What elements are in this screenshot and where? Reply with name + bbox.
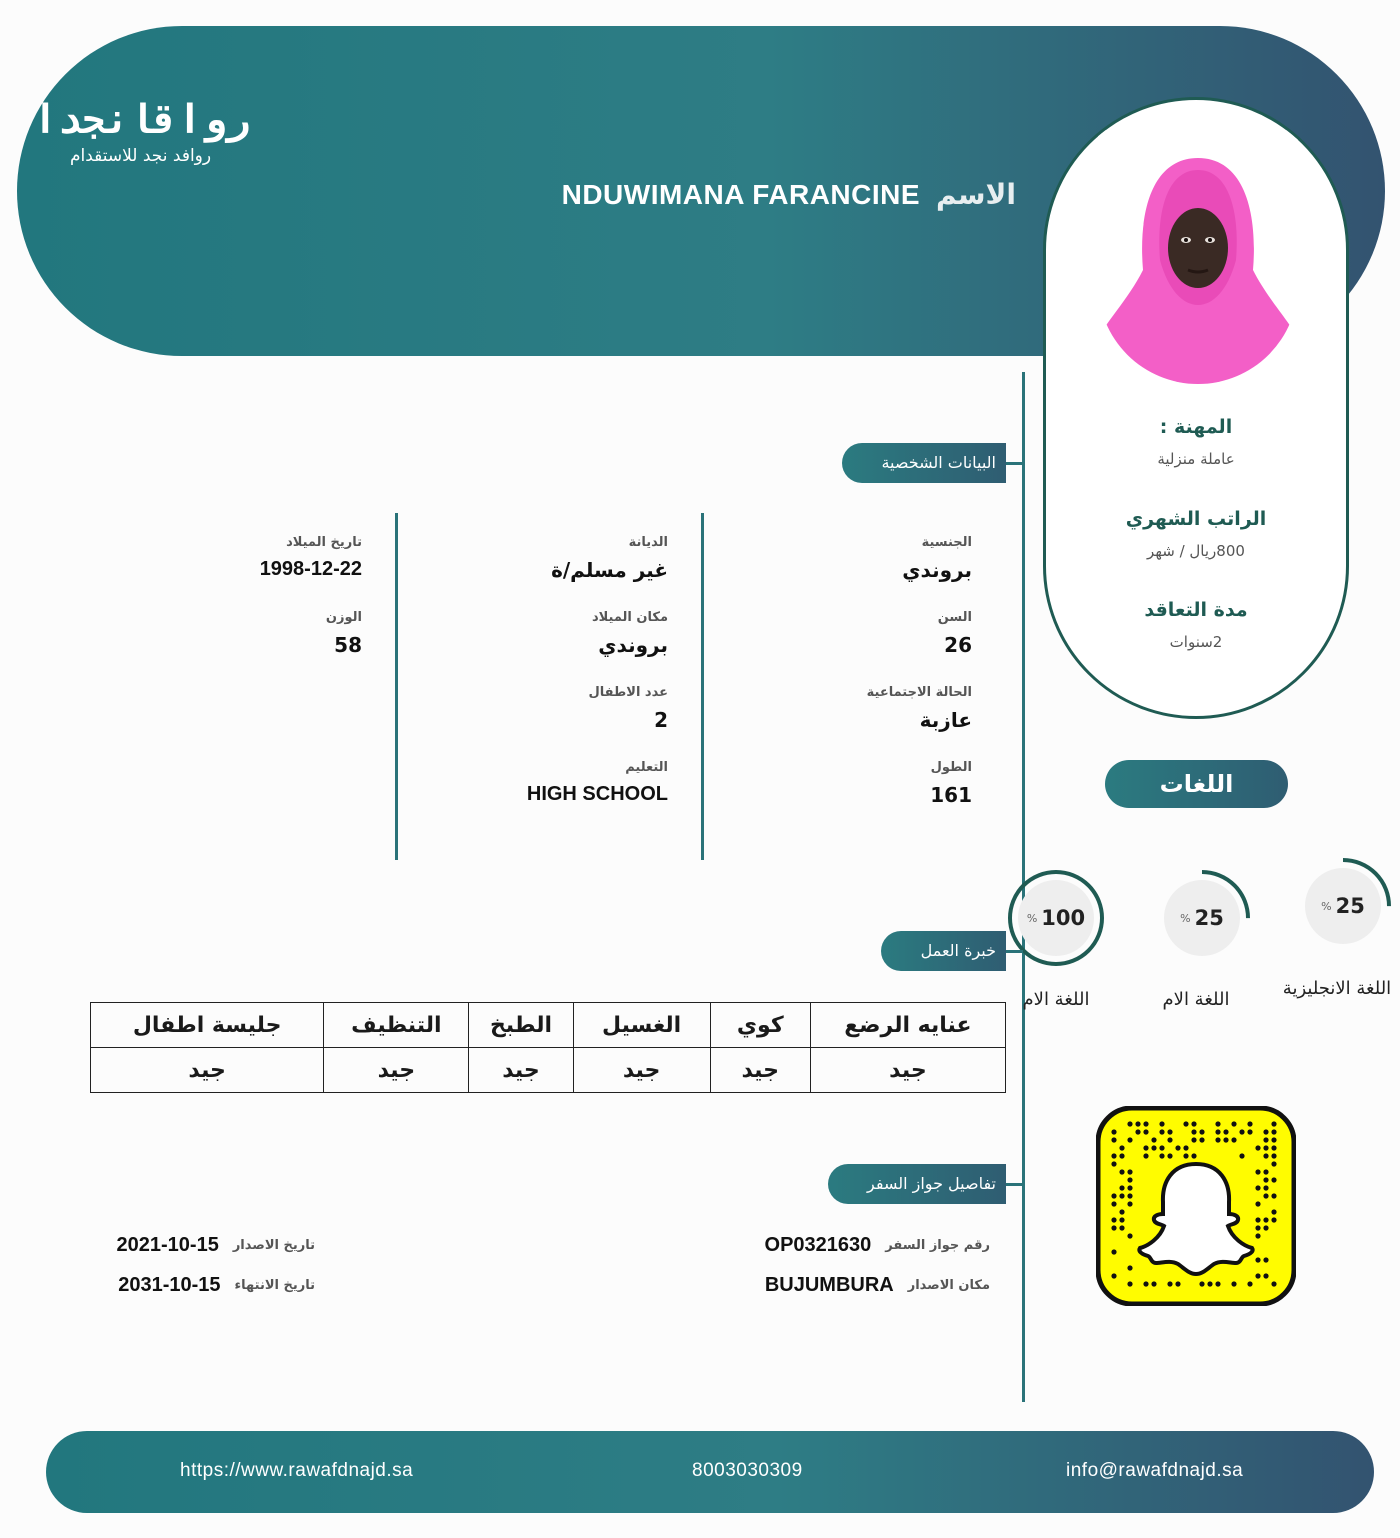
gauge-percent: % (1026, 911, 1038, 925)
column-separator (701, 513, 704, 860)
marital-label: الحالة الاجتماعية (866, 685, 972, 700)
snapcode-dot (1271, 1209, 1276, 1214)
issue-place-row (765, 1274, 990, 1297)
snapcode-dot (1151, 1145, 1156, 1150)
skills-table (90, 1002, 1006, 1093)
snapcode-dot (1159, 1145, 1164, 1150)
profession-value: عاملة منزلية (1157, 450, 1235, 468)
snapcode-dot (1127, 1185, 1132, 1190)
personal-col-2 (410, 535, 668, 835)
snapcode-dot (1271, 1153, 1276, 1158)
issue-place-label: مكان الاصدار (907, 1278, 990, 1293)
snapcode-dot (1111, 1129, 1116, 1134)
contract-label: مدة التعاقد (1144, 599, 1248, 621)
weight-label: الوزن (325, 610, 362, 625)
snapcode-dot (1263, 1185, 1268, 1190)
issue-date-row (117, 1234, 315, 1257)
personal-col-3 (150, 535, 362, 685)
candidate-photo (1098, 130, 1298, 384)
gauge-percent: % (1180, 911, 1191, 925)
gauge-value: 25 (1335, 894, 1365, 918)
profile-card (1043, 97, 1349, 719)
table-cell: جليسة اطفال (91, 1003, 324, 1048)
snapcode-dot (1111, 1273, 1116, 1278)
snapcode-dot (1239, 1129, 1244, 1134)
snapcode-dot (1199, 1137, 1204, 1142)
snapcode-dot (1191, 1121, 1196, 1126)
snapcode-dot (1119, 1153, 1124, 1158)
website-link[interactable]: https://www.rawafdnajd.sa (180, 1460, 414, 1481)
passport-number-value: OP0321630 (764, 1234, 872, 1256)
name-value: NDUWIMANA FARANCINE (561, 178, 921, 210)
snapcode-dot (1215, 1129, 1220, 1134)
snapcode-dot (1263, 1153, 1268, 1158)
height-value: 161 (930, 783, 972, 807)
profession-label: المهنة : (1159, 416, 1233, 438)
snapcode-dot (1255, 1217, 1260, 1222)
contract-field (1046, 599, 1346, 651)
table-cell: التنظيف (324, 1003, 469, 1048)
snapcode-dot (1111, 1137, 1116, 1142)
phone-number[interactable]: 8003030309 (692, 1460, 803, 1481)
section-connector (1006, 950, 1023, 953)
snapcode-dot (1175, 1145, 1180, 1150)
snapcode-dot (1199, 1281, 1204, 1286)
snapcode-dot (1143, 1129, 1148, 1134)
snapcode-dot (1263, 1193, 1268, 1198)
section-experience-pill: خبرة العمل (881, 931, 1006, 971)
snapcode-dot (1215, 1137, 1220, 1142)
snapcode-dot (1199, 1129, 1204, 1134)
snapcode-dot (1119, 1145, 1124, 1150)
gauge-percent: % (1321, 899, 1332, 913)
snapcode-dot (1255, 1257, 1260, 1262)
footer-bar (46, 1431, 1374, 1513)
snapcode-dot (1111, 1201, 1116, 1206)
weight-value: 58 (334, 633, 362, 657)
snapcode-dot (1111, 1225, 1116, 1230)
nationality-label: الجنسية (921, 535, 972, 550)
snapcode-dot (1127, 1169, 1132, 1174)
section-connector (1006, 462, 1023, 465)
snapcode-dot (1127, 1281, 1132, 1286)
name-label: الاسم (936, 178, 1016, 211)
birthplace-label: مكان الميلاد (591, 610, 668, 625)
snapcode-dot (1175, 1281, 1180, 1286)
snapcode-dot (1247, 1281, 1252, 1286)
religion-value: غير مسلم/ة (551, 558, 668, 582)
snapcode-dot (1143, 1121, 1148, 1126)
snapcode-dot (1231, 1121, 1236, 1126)
logo-text: روافد نجد للاستقدام (70, 146, 212, 166)
age-value: 26 (944, 633, 972, 657)
snapcode-dot (1167, 1129, 1172, 1134)
snapcode-dot (1135, 1121, 1140, 1126)
snapcode-dot (1143, 1145, 1148, 1150)
expiry-date-label: تاريخ الانتهاء (234, 1278, 315, 1293)
snapcode-dot (1255, 1273, 1260, 1278)
education-value: HIGH SCHOOL (526, 783, 668, 805)
snapcode-dot (1111, 1249, 1116, 1254)
contract-value: 2سنوات (1169, 633, 1223, 651)
snapcode-dot (1111, 1193, 1116, 1198)
snapcode-dot (1271, 1193, 1276, 1198)
snapcode-dot (1263, 1169, 1268, 1174)
snapcode-dot (1215, 1121, 1220, 1126)
snapcode-dot (1207, 1281, 1212, 1286)
snapcode-dot (1127, 1177, 1132, 1182)
snapcode-dot (1127, 1201, 1132, 1206)
snapcode-dot (1247, 1121, 1252, 1126)
snapcode-dot (1127, 1265, 1132, 1270)
snapcode-dot (1191, 1129, 1196, 1134)
snapcode-dot (1239, 1153, 1244, 1158)
languages-pill: اللغات (1105, 760, 1288, 808)
snapcode-dot (1255, 1233, 1260, 1238)
education-label: التعليم (625, 760, 668, 775)
snapcode-dot (1255, 1201, 1260, 1206)
expiry-date-value: 2031-10-15 (118, 1274, 221, 1296)
language-gauge (1152, 868, 1252, 968)
snapcode-dot (1215, 1281, 1220, 1286)
table-cell: جيد (324, 1048, 469, 1093)
birthdate-label: تاريخ الميلاد (286, 535, 362, 550)
snapcode-dot (1271, 1145, 1276, 1150)
salary-label: الراتب الشهري (1125, 508, 1267, 530)
religion-label: الديانة (628, 535, 668, 550)
personal-col-1 (712, 535, 972, 835)
candidate-name-block (562, 178, 1016, 211)
issue-date-value: 2021-10-15 (116, 1234, 219, 1256)
snapcode-dot (1247, 1129, 1252, 1134)
snapcode-dot (1271, 1217, 1276, 1222)
table-cell: جيد (91, 1048, 324, 1093)
salary-field (1046, 508, 1346, 560)
snapcode-dot (1231, 1137, 1236, 1142)
section-connector (1006, 1183, 1023, 1186)
snapcode-dot (1111, 1161, 1116, 1166)
profession-field (1046, 416, 1346, 468)
snapcode-dot (1255, 1145, 1260, 1150)
table-cell: كوي (710, 1003, 810, 1048)
column-separator (395, 513, 398, 860)
snapcode-dot (1263, 1273, 1268, 1278)
snapcode-dot (1143, 1153, 1148, 1158)
snapcode-dot (1167, 1137, 1172, 1142)
table-cell: جيد (573, 1048, 710, 1093)
height-label: الطول (930, 760, 972, 775)
table-cell: جيد (469, 1048, 573, 1093)
marital-value: عازبة (919, 708, 972, 732)
snapcode-dot (1231, 1281, 1236, 1286)
table-cell: جيد (810, 1048, 1005, 1093)
snapcode-dot (1263, 1217, 1268, 1222)
table-header-row (91, 1003, 1006, 1048)
snapcode-dot (1223, 1137, 1228, 1142)
snapcode-dot (1191, 1137, 1196, 1142)
snapcode-dot (1271, 1177, 1276, 1182)
snapcode-qr[interactable] (1096, 1106, 1296, 1306)
passport-number-row (765, 1234, 990, 1257)
snapcode-dot (1183, 1153, 1188, 1158)
table-row (91, 1048, 1006, 1093)
snapcode-dot (1223, 1129, 1228, 1134)
snapcode-dot (1271, 1121, 1276, 1126)
snapcode-dot (1119, 1193, 1124, 1198)
snapcode-dot (1127, 1121, 1132, 1126)
snapcode-dot (1271, 1161, 1276, 1166)
snapcode-dot (1119, 1225, 1124, 1230)
snapcode-dot (1263, 1145, 1268, 1150)
snapcode-dot (1111, 1217, 1116, 1222)
snapcode-dot (1271, 1129, 1276, 1134)
language-gauge (1006, 868, 1106, 968)
snapcode-dot (1135, 1129, 1140, 1134)
section-personal-pill: البيانات الشخصية (842, 443, 1006, 483)
snapcode-dot (1119, 1169, 1124, 1174)
snapcode-dot (1159, 1129, 1164, 1134)
snapcode-dot (1263, 1137, 1268, 1142)
snapcode-dot (1119, 1185, 1124, 1190)
birthdate-value: 1998-12-22 (259, 558, 362, 580)
snapcode-dot (1255, 1185, 1260, 1190)
snapcode-dot (1151, 1137, 1156, 1142)
brand-logo (33, 97, 250, 166)
issue-date-label: تاريخ الاصدار (232, 1238, 315, 1253)
snapcode-dot (1151, 1281, 1156, 1286)
passport-number-label: رقم جواز السفر (885, 1238, 990, 1253)
table-cell: الغسيل (573, 1003, 710, 1048)
section-passport-pill: تفاصيل جواز السفر (828, 1164, 1006, 1204)
snapcode-dot (1255, 1169, 1260, 1174)
gauge-value: 25 (1194, 906, 1224, 930)
snapcode-dot (1119, 1209, 1124, 1214)
table-cell: عنايه الرضع (810, 1003, 1005, 1048)
language-caption: اللغة الام (1022, 989, 1090, 1010)
snapcode-dot (1263, 1129, 1268, 1134)
birthplace-value: بروندي (598, 633, 668, 657)
snapcode-dot (1127, 1193, 1132, 1198)
salary-value: 800ريال / شهر (1147, 542, 1245, 560)
expiry-date-row (118, 1274, 315, 1297)
snapcode-dot (1167, 1281, 1172, 1286)
snapcode-dot (1159, 1153, 1164, 1158)
language-caption: اللغة الام (1162, 989, 1230, 1010)
snapcode-dot (1271, 1137, 1276, 1142)
snapcode-dot (1127, 1233, 1132, 1238)
table-cell: الطبخ (469, 1003, 573, 1048)
snapcode-dot (1119, 1217, 1124, 1222)
snapcode-dot (1263, 1257, 1268, 1262)
table-cell: جيد (710, 1048, 810, 1093)
nationality-value: بروندي (902, 558, 972, 582)
snapcode-dot (1183, 1121, 1188, 1126)
snapcode-dot (1183, 1145, 1188, 1150)
snapcode-dot (1167, 1153, 1172, 1158)
snapcode-dot (1143, 1281, 1148, 1286)
email-link[interactable]: info@rawafdnajd.sa (1066, 1460, 1244, 1481)
language-caption: اللغة الانجليزية (1282, 978, 1392, 999)
language-gauge (1293, 856, 1393, 956)
logo-mark: رواقانجدا (33, 97, 250, 143)
snapcode-dot (1191, 1153, 1196, 1158)
age-label: السن (937, 610, 972, 625)
children-label: عدد الاطفال (588, 685, 668, 700)
gauge-value: 100 (1041, 906, 1086, 930)
issue-place-value: BUJUMBURA (764, 1274, 894, 1296)
snapcode-dot (1111, 1153, 1116, 1158)
snapcode-dot (1263, 1177, 1268, 1182)
snapcode-dot (1255, 1225, 1260, 1230)
snapcode-dot (1263, 1225, 1268, 1230)
children-value: 2 (654, 708, 668, 732)
snapcode-dot (1127, 1137, 1132, 1142)
snapcode-dot (1271, 1281, 1276, 1286)
snapcode-dot (1159, 1121, 1164, 1126)
